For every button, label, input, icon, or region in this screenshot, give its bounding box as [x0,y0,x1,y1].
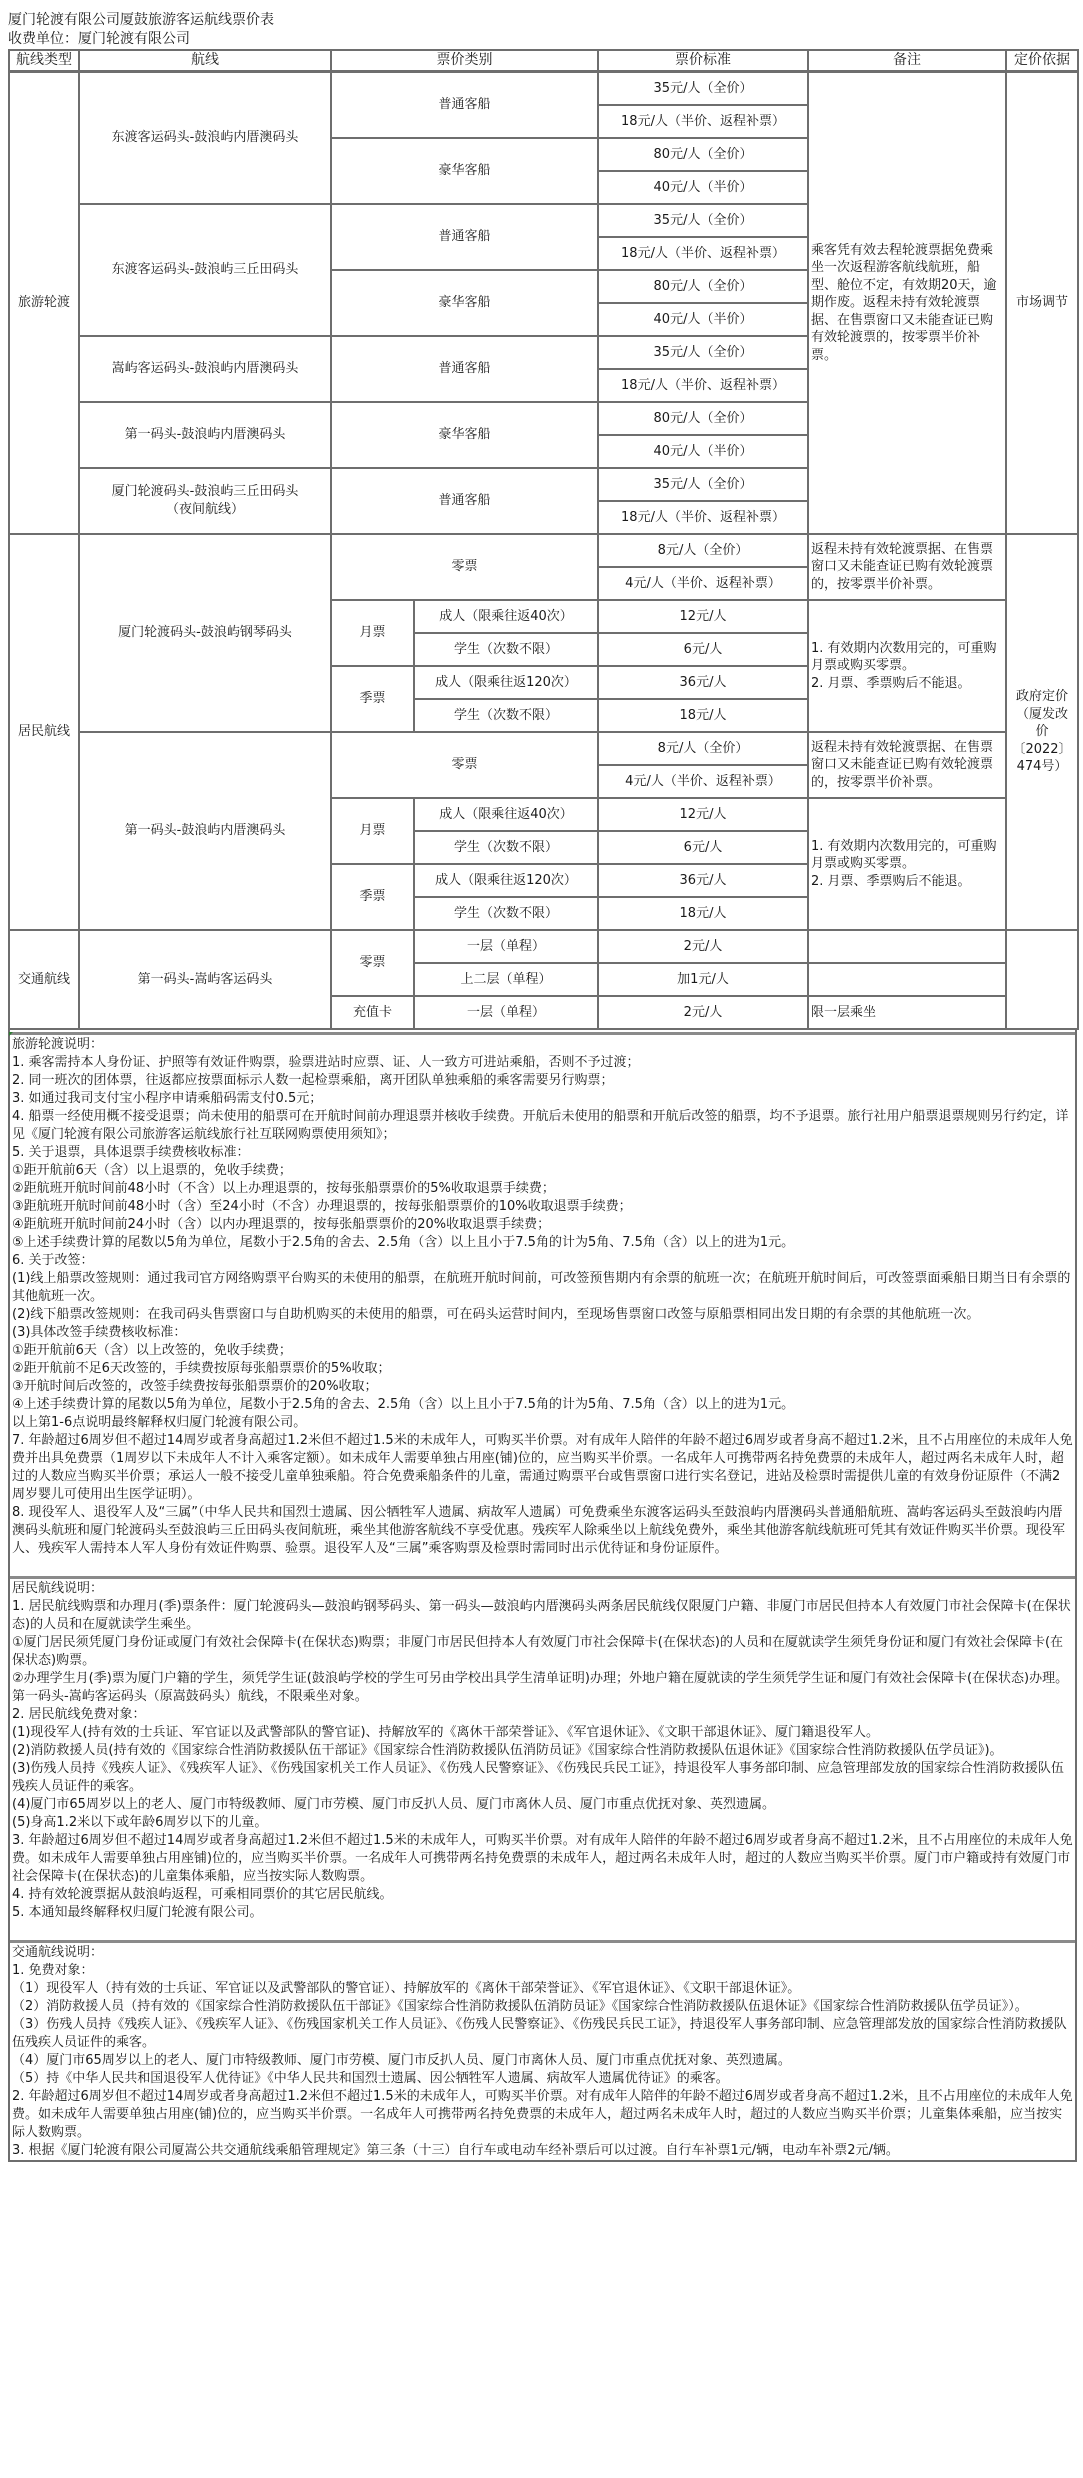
note-line: ②距开航前不足6天改签的，手续费按原每张船票票价的5%收取； [12,1361,391,1376]
route-type-cell: 交通航线 [9,930,79,1029]
note-line: ④距航班开航时间前24小时（含）以内办理退票的，按每张船票票价的20%收取退票手续费； [12,1217,551,1232]
note-line: (2)消防救援人员(持有效的《国家综合性消防救援队伍干部证》《国家综合性消防救援队伍消防员证》《国家综合性消防救援队伍退休证》《国家综合性消防救援队伍学员证》)。 [12,1743,1003,1758]
remark-line: 1. 有效期内次数用完的，可重购月票或购买零票。 [811,838,997,872]
passenger-type-cell: 学生（次数不限） [414,699,598,732]
note-line: （2）消防救援人员（持有效的《国家综合性消防救援队伍干部证》《国家综合性消防救援队伍消防员证》《国家综合性消防救援队伍退休证》《国家综合性消防救援队伍学员证》）。 [12,1999,1028,2014]
note-line: 以上第1-6点说明最终解释权归厦门轮渡有限公司。 [12,1415,307,1430]
note-line: ⑤上述手续费计算的尾数以5角为单位，尾数小于2.5角的舍去、2.5角（含）以上且小于7.5角的计为5角、7.5角（含）以上的进为1元。 [12,1235,795,1250]
pricing-basis-line: 474号） [1016,759,1068,775]
route-name-cell [79,402,331,468]
header-ticket-category: 票价类别 [331,50,598,72]
ticket-category-cell: 零票 [331,534,598,600]
price-cell: 80元/人（全价） [598,270,808,303]
traffic-notes-heading: 交通航线说明： [12,1945,104,1960]
route-type-cell: 居民航线 [9,534,79,930]
remark-cell: 返程未持有效轮渡票据、在售票窗口又未能查证已购有效轮渡票的，按零票半价补票。 [808,732,1006,798]
price-cell: 80元/人（全价） [598,138,808,171]
note-line: 3. 根据《厦门轮渡有限公司厦嵩公共交通航线乘船管理规定》第三条（十三）自行车或电动车经补票后可以过渡。自行车补票1元/辆，电动车补票2元/辆。 [12,2143,899,2158]
price-cell: 12元/人 [598,600,808,633]
route-type-cell: 旅游轮渡 [9,72,79,535]
note-line: （3）伤残人员持《残疾人证》、《残疾军人证》、《伤残国家机关工作人员证》、《伤残人民警察证》、《伤残民兵民工证》，持退役军人事务部印制、应急管理部发放的国家综合性消防救援队伍残疾人员证件的乘客。 [12,2017,1067,2050]
price-cell: 18元/人（半价、返程补票） [598,105,808,138]
price-cell: 35元/人（全价） [598,468,808,501]
note-line: (5)身高1.2米以下或年龄6周岁以下的儿童。 [12,1815,268,1830]
remark-cell [808,963,1006,996]
note-line: （5）持《中华人民共和国退役军人优待证》《中华人民共和国烈士遗属、因公牺牲军人遗属、病故军人遗属优待证》的乘客。 [12,2071,729,2086]
note-line: ①距开航前6天（含）以上退票的，免收手续费； [12,1163,292,1178]
pass-remark-cell [808,798,1006,930]
passenger-type-cell: 学生（次数不限） [414,633,598,666]
note-line: (1)现役军人(持有效的士兵证、军官证以及武警部队的警官证)、持解放军的《离休干部荣誉证》、《军官退休证》、《文职干部退休证》、厦门籍退役军人。 [12,1725,880,1740]
pass-type-cell: 季票 [331,864,414,930]
route-name-cell: 第一码头-鼓浪屿内厝澳码头 [79,732,331,930]
route-name-cell [79,72,331,205]
note-line: (3)伤残人员持《残疾人证》、《残疾军人证》、《伤残国家机关工作人员证》、《伤残人民警察证》、《伤残民兵民工证》，持退役军人事务部印制、应急管理部发放的国家综合性消防救援队伍残疾人员证件的乘客。 [12,1761,1064,1794]
price-cell: 2元/人 [598,996,808,1029]
route-name: 东渡客运码头-鼓浪屿内厝澳码头 [111,130,299,145]
table-row [9,732,1078,765]
ticket-category-cell: 豪华客船 [331,270,598,336]
collecting-unit: 收费单位：厦门轮渡有限公司 [8,31,190,47]
route-name-cell: 厦门轮渡码头-鼓浪屿钢琴码头 [79,534,331,732]
price-cell: 35元/人（全价） [598,336,808,369]
price-cell: 18元/人（半价、返程补票） [598,237,808,270]
header-route: 航线 [79,50,331,72]
passenger-type-cell: 学生（次数不限） [414,897,598,930]
deck-type-cell: 上二层（单程） [414,963,598,996]
note-line: (3)具体改签手续费核收标准： [12,1325,187,1340]
note-line: ③距航班开航时间前48小时（含）至24小时（不含）办理退票的，按每张船票票价的10%收取退票手续费； [12,1199,632,1214]
ticket-category-cell: 普通客船 [331,204,598,270]
passenger-type-cell: 成人（限乘往返120次） [414,666,598,699]
pricing-basis-cell [1006,930,1078,1029]
ticket-category-cell: 充值卡 [331,996,414,1029]
fare-table [8,49,1079,1030]
note-line: ①距开航前6天（含）以上改签的，免收手续费； [12,1343,292,1358]
resident-notes [10,1576,1075,1940]
pass-type-cell: 月票 [331,600,414,666]
ticket-category-cell: 零票 [331,732,598,798]
route-name-cell [79,336,331,402]
price-cell: 40元/人（半价） [598,435,808,468]
pricing-basis-line: （厦发改 [1015,706,1068,722]
notes-panel [8,1030,1077,2162]
note-line: （4）厦门市65周岁以上的老人、厦门市特级教师、厦门市劳模、厦门市反扒人员、厦门市离休人员、厦门市重点优抚对象、英烈遗属。 [12,2053,791,2068]
traffic-notes [10,1940,1075,2160]
ticket-category-cell: 豪华客船 [331,138,598,204]
remark-line: 2. 月票、季票购后不能退。 [811,873,971,889]
note-line: 5. 本通知最终解释权归厦门轮渡有限公司。 [12,1905,263,1920]
price-cell: 8元/人（全价） [598,732,808,765]
route-name-cell [79,204,331,336]
note-line: 8. 现役军人、退役军人及“三属”（中华人民共和国烈士遗属、因公牺牲军人遗属、病故军人遗属）可免费乘坐东渡客运码头至鼓浪屿内厝澳码头普通船航班、嵩屿客运码头至鼓浪屿内厝澳码头航班和厦门轮渡码头至鼓浪屿三丘田码头夜间航班，乘坐其他游客航线不享受优惠。残疾军人除乘坐以上航线免费外，乘坐其他游客航线航班可凭其有效证件购买半价票。现役军人、残疾军人需持本人军人身份有效证件购票、验票。退役军人及“三属”乘客购票及检票时需同时出示优待证和身份证原件。 [12,1505,1066,1556]
header-price: 票价标准 [598,50,808,72]
table-row [9,930,1078,963]
route-name-cell [79,468,331,534]
note-line: ①厦门居民须凭厦门身份证或厦门有效社会保障卡(在保状态)购票；非厦门市居民但持本人有效厦门市社会保障卡(在保状态)的人员和在厦就读学生须凭身份证和厦门有效社会保障卡(在保状态)购票。 [12,1635,1064,1668]
remark-cell [808,930,1006,963]
route-name-cell: 第一码头-嵩屿客运码头 [79,930,331,1029]
price-cell: 36元/人 [598,666,808,699]
passenger-type-cell: 成人（限乘往返40次） [414,798,598,831]
note-line: ④上述手续费计算的尾数以5角为单位，尾数小于2.5角的舍去、2.5角（含）以上且小于7.5角的计为5角、7.5角（含）以上的进为1元。 [12,1397,795,1412]
route-name: 厦门轮渡码头-鼓浪屿三丘田码头 [111,484,299,499]
price-cell: 2元/人 [598,930,808,963]
note-line: 2. 居民航线免费对象： [12,1707,146,1722]
remark-cell: 乘客凭有效去程轮渡票据免费乘坐一次返程游客航线航班，船型、舱位不定，有效期20天，逾期作废。返程未持有效轮渡票据、在售票窗口又未能查证已购有效轮渡票的，按零票半价补票。 [808,72,1006,535]
note-line: 7. 年龄超过6周岁但不超过14周岁或者身高超过1.2米但不超过1.5米的未成年人，可购买半价票。对有成年人陪伴的年龄不超过6周岁或者身高不超过1.2米，且不占用座位的未成年人免费并出具免费票（1周岁以下未成年人不计入乘客定额）。如未成年人需要单独占用座(铺)位的，应当购买半价票。一名成年人可携带两名持免费票的未成年人，超过两名未成年人时，超过的人数应当购买半价票；承运人一般不接受儿童单独乘船。符合免费乘船条件的儿童，需通过购票平台或售票窗口进行实名登记，进站及检票时需提供儿童的有效身份证原件（不满2周岁婴儿可使用出生医学证明）。 [12,1433,1073,1502]
header-remark: 备注 [808,50,1006,72]
remark-line: 1. 有效期内次数用完的，可重购月票或购买零票。 [811,640,997,674]
table-row [9,72,1078,106]
note-line: ③开航时间后改签的，改签手续费按每张船票票价的20%收取； [12,1379,378,1394]
pricing-basis-cell: 市场调节 [1006,72,1078,535]
ticket-category-cell: 普通客船 [331,72,598,139]
resident-notes-heading: 居民航线说明： [12,1581,104,1596]
note-line: （1）现役军人（持有效的士兵证、军官证以及武警部队的警官证）、持解放军的《离休干部荣誉证》、《军官退休证》、《文职干部退休证》。 [12,1981,801,1996]
ticket-category-cell: 豪华客船 [331,402,598,468]
note-line: 4. 船票一经使用概不接受退票；尚未使用的船票可在开航时间前办理退票并核收手续费。开航后未使用的船票和开航后改签的船票，均不予退票。旅行社用户船票退票规则另行约定，详见《厦门轮渡有限公司旅游客运航线旅行社互联网购票使用须知》； [12,1109,1069,1142]
tourist-section [9,72,1078,535]
note-line: 4. 持有效轮渡票据从鼓浪屿返程，可乘相同票价的其它居民航线。 [12,1887,393,1902]
note-line: (2)线下船票改签规则：在我司码头售票窗口与自助机购买的未使用的船票，可在码头运营时间内，至现场售票窗口改签与原船票相同出发日期的有余票的其他航班一次。 [12,1307,980,1322]
tourist-notes [10,1032,1075,1576]
passenger-type-cell: 成人（限乘往返40次） [414,600,598,633]
table-header-row [9,50,1078,72]
note-line: 3. 年龄超过6周岁但不超过14周岁或者身高超过1.2米但不超过1.5米的未成年人，可购买半价票。对有成年人陪伴的年龄不超过6周岁或者身高不超过1.2米，且不占用座位的未成年人免费。如未成年人需要单独占用座铺)位的，应当购买半价票。一名成年人可携带两名持免费票的未成年人，超过两名未成年人时，超过的人数应当购买半价票。厦门市户籍或持有效厦门市社会保障卡(在保状态)的儿童集体乘船，应当按实际人数购票。 [12,1833,1073,1884]
remark-cell: 限一层乘坐 [808,996,1006,1029]
note-line: 5. 关于退票，具体退票手续费核收标准： [12,1145,250,1160]
price-cell: 加1元/人 [598,963,808,996]
remark-cell: 返程未持有效轮渡票据、在售票窗口又未能查证已购有效轮渡票的，按零票半价补票。 [808,534,1006,600]
pass-type-cell: 季票 [331,666,414,732]
route-name: 东渡客运码头-鼓浪屿三丘田码头 [111,262,299,277]
header-route-type: 航线类型 [9,50,79,72]
remark-line: 2. 月票、季票购后不能退。 [811,675,971,691]
note-line: 3. 如通过我司支付宝小程序申请乘船码需支付0.5元； [12,1091,323,1106]
note-line: 6. 关于改签： [12,1253,94,1268]
price-cell: 40元/人（半价） [598,171,808,204]
deck-type-cell: 一层（单程） [414,930,598,963]
deck-type-cell: 一层（单程） [414,996,598,1029]
cell-marker [9,1032,13,1036]
header-pricing-basis: 定价依据 [1006,50,1078,72]
note-line: 2. 年龄超过6周岁但不超过14周岁或者身高超过1.2米但不超过1.5米的未成年人，可购买半价票。对有成年人陪伴的年龄不超过6周岁或者身高不超过1.2米，且不占用座位的未成年人免费。如未成年人需要单独占用座(铺)位的，应当购买半价票。一名成年人可携带两名持免费票的未成年人，超过两名未成年人时，超过的人数应当购买半价票；儿童集体乘船，应当按实际人数购票。 [12,2089,1073,2140]
pricing-basis-cell [1006,534,1078,930]
price-cell: 18元/人 [598,699,808,732]
price-cell: 4元/人（半价、返程补票） [598,567,808,600]
note-line: 1. 居民航线购票和办理月(季)票条件：厦门轮渡码头—鼓浪屿钢琴码头、第一码头—鼓浪屿内厝澳码头两条居民航线仅限厦门户籍、非厦门市居民但持本人有效厦门市社会保障卡(在保状态)的人员和在厦就读学生乘坐。 [12,1599,1071,1632]
passenger-type-cell: 成人（限乘往返120次） [414,864,598,897]
note-line: ②办理学生月(季)票为厦门户籍的学生，须凭学生证(鼓浪屿学校的学生可另由学校出具学生清单证明)办理；外地户籍在厦就读的学生须凭学生证和厦门有效社会保障卡(在保状态)办理。第一码头-嵩屿客运码头（原嵩鼓码头）航线，不限乘坐对象。 [12,1671,1069,1704]
price-cell: 4元/人（半价、返程补票） [598,765,808,798]
ticket-category-cell: 普通客船 [331,468,598,534]
price-cell: 35元/人（全价） [598,72,808,106]
ticket-category-cell: 零票 [331,930,414,996]
pass-remark-cell [808,600,1006,732]
traffic-section [9,930,1078,1029]
table-row [9,534,1078,567]
pricing-basis-line: 价 [1035,724,1049,740]
price-cell: 35元/人（全价） [598,204,808,237]
price-cell: 18元/人（半价、返程补票） [598,501,808,534]
price-cell: 6元/人 [598,831,808,864]
price-cell: 12元/人 [598,798,808,831]
price-cell: 18元/人 [598,897,808,930]
note-line: 1. 免费对象： [12,1963,94,1978]
pass-type-cell: 月票 [331,798,414,864]
price-cell: 36元/人 [598,864,808,897]
price-cell: 40元/人（半价） [598,303,808,336]
resident-section [9,534,1078,930]
pricing-basis-line: 〔2022〕 [1012,741,1072,757]
route-name: 第一码头-鼓浪屿内厝澳码头 [124,427,286,442]
pricing-basis-line: 政府定价 [1015,689,1068,705]
note-line: (4)厦门市65周岁以上的老人、厦门市特级教师、厦门市劳模、厦门市反扒人员、厦门市离休人员、厦门市重点优抚对象、英烈遗属。 [12,1797,775,1812]
route-name: 嵩屿客运码头-鼓浪屿内厝澳码头 [111,361,299,376]
price-cell: 80元/人（全价） [598,402,808,435]
note-line: (1)线上船票改签规则：通过我司官方网络购票平台购买的未使用的船票，在航班开航时间前，可改签预售期内有余票的航班一次；在航班开航时间后，可改签票面乘船日期当日有余票的其他航班一次。 [12,1271,1071,1304]
tourist-notes-heading: 旅游轮渡说明： [12,1037,104,1052]
note-line: 1. 乘客需持本人身份证、护照等有效证件购票，验票进站时应票、证、人一致方可进站乘船，否则不予过渡； [12,1055,640,1070]
ticket-category-cell: 普通客船 [331,336,598,402]
price-cell: 6元/人 [598,633,808,666]
document-title: 厦门轮渡有限公司厦鼓旅游客运航线票价表 [8,12,274,28]
note-line: 2. 同一班次的团体票，往返都应按票面标示人数一起检票乘船，离开团队单独乘船的乘客需要另行购票； [12,1073,614,1088]
passenger-type-cell: 学生（次数不限） [414,831,598,864]
note-line: ②距航班开航时间前48小时（不含）以上办理退票的，按每张船票票价的5%收取退票手续费； [12,1181,555,1196]
price-cell: 8元/人（全价） [598,534,808,567]
route-name-note: （夜间航线） [165,502,244,517]
price-cell: 18元/人（半价、返程补票） [598,369,808,402]
